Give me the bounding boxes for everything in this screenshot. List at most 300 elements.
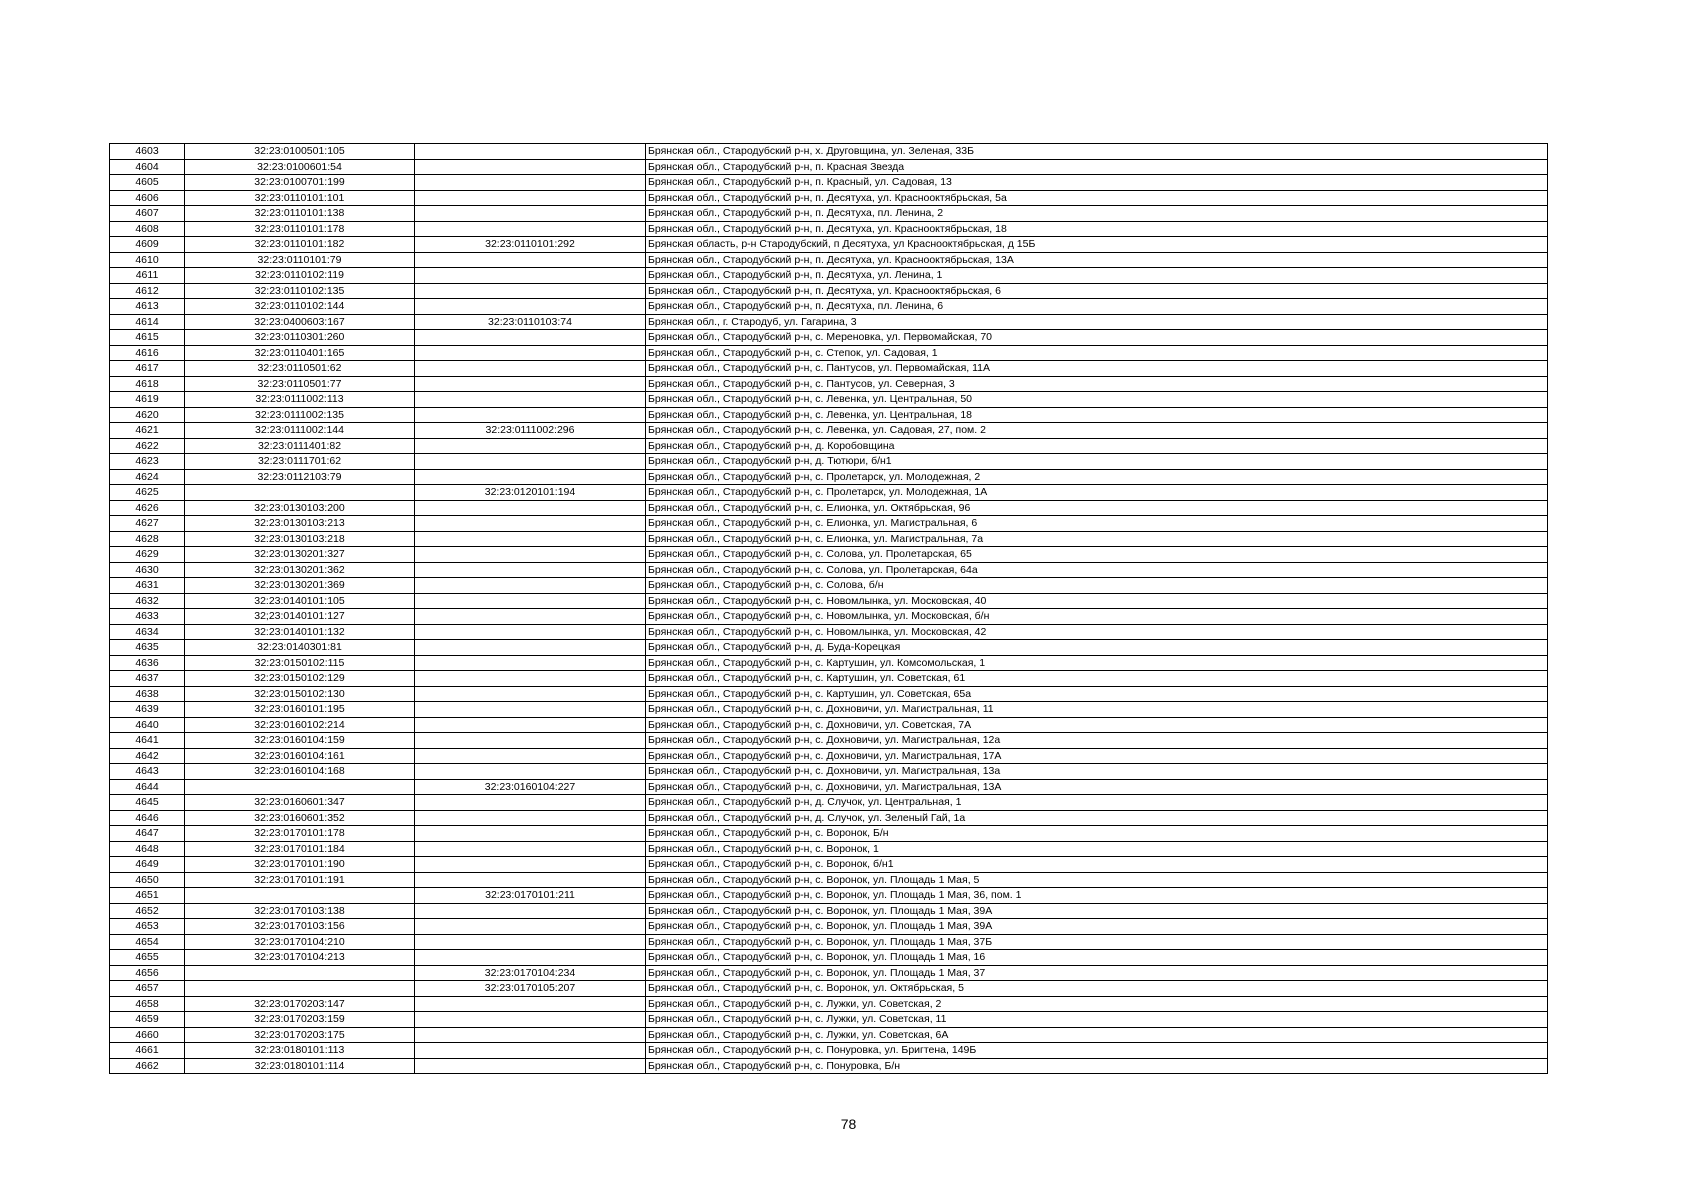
- row-number-cell: 4638: [110, 686, 185, 702]
- cadastral-number-cell: 32:23:0110501:77: [185, 376, 415, 392]
- row-number-cell: 4647: [110, 826, 185, 842]
- address-cell: Брянская обл., Стародубский р-н, д. Буда-Корецкая: [646, 640, 1548, 656]
- related-cadastral-number-cell: [415, 454, 646, 470]
- address-cell: Брянская обл., Стародубский р-н, с. Новомлынка, ул. Московская, б/н: [646, 609, 1548, 625]
- row-number-cell: 4628: [110, 531, 185, 547]
- table-row: [110, 919, 1548, 935]
- address-cell: Брянская обл., Стародубский р-н, с. Воронок, б/н1: [646, 857, 1548, 873]
- address-cell: Брянская обл., Стародубский р-н, с. Елионка, ул. Магистральная, 6: [646, 516, 1548, 532]
- address-cell: Брянская обл., Стародубский р-н, с. Елионка, ул. Магистральная, 7а: [646, 531, 1548, 547]
- address-cell: Брянская обл., Стародубский р-н, с. Воронок, ул. Площадь 1 Мая, 37: [646, 965, 1548, 981]
- related-cadastral-number-cell: [415, 609, 646, 625]
- related-cadastral-number-cell: [415, 671, 646, 687]
- cadastral-number-cell: 32:23:0110101:182: [185, 237, 415, 253]
- row-number-cell: 4637: [110, 671, 185, 687]
- table-row: [110, 392, 1548, 408]
- related-cadastral-number-cell: [415, 686, 646, 702]
- property-register-table: [109, 143, 1548, 1074]
- related-cadastral-number-cell: [415, 175, 646, 191]
- row-number-cell: 4625: [110, 485, 185, 501]
- table-row: [110, 903, 1548, 919]
- related-cadastral-number-cell: [415, 283, 646, 299]
- table-row: [110, 671, 1548, 687]
- cadastral-number-cell: 32:23:0150102:130: [185, 686, 415, 702]
- related-cadastral-number-cell: [415, 206, 646, 222]
- address-cell: Брянская обл., Стародубский р-н, с. Елионка, ул. Октябрьская, 96: [646, 500, 1548, 516]
- row-number-cell: 4617: [110, 361, 185, 377]
- table-row: [110, 500, 1548, 516]
- cadastral-number-cell: 32:23:0170101:190: [185, 857, 415, 873]
- row-number-cell: 4611: [110, 268, 185, 284]
- row-number-cell: 4661: [110, 1043, 185, 1059]
- address-cell: Брянская обл., Стародубский р-н, с. Лужки, ул. Советская, 6А: [646, 1027, 1548, 1043]
- row-number-cell: 4620: [110, 407, 185, 423]
- related-cadastral-number-cell: [415, 748, 646, 764]
- table-row: [110, 516, 1548, 532]
- address-cell: Брянская обл., Стародубский р-н, с. Воронок, ул. Площадь 1 Мая, 37Б: [646, 934, 1548, 950]
- table-row: [110, 810, 1548, 826]
- cadastral-number-cell: 32:23:0130103:200: [185, 500, 415, 516]
- table-row: [110, 1027, 1548, 1043]
- cadastral-number-cell: 32:23:0140301:81: [185, 640, 415, 656]
- table-row: [110, 438, 1548, 454]
- cadastral-number-cell: 32:23:0160102:214: [185, 717, 415, 733]
- row-number-cell: 4614: [110, 314, 185, 330]
- row-number-cell: 4605: [110, 175, 185, 191]
- cadastral-number-cell: 32:23:0111002:135: [185, 407, 415, 423]
- related-cadastral-number-cell: [415, 562, 646, 578]
- row-number-cell: 4623: [110, 454, 185, 470]
- table-row: [110, 407, 1548, 423]
- address-cell: Брянская обл., Стародубский р-н, с. Воронок, Б/н: [646, 826, 1548, 842]
- row-number-cell: 4621: [110, 423, 185, 439]
- address-cell: Брянская обл., Стародубский р-н, п. Десятуха, ул. Краснооктябрьская, 6: [646, 283, 1548, 299]
- cadastral-number-cell: 32:23:0160104:159: [185, 733, 415, 749]
- address-cell: Брянская обл., Стародубский р-н, д. Случок, ул. Центральная, 1: [646, 795, 1548, 811]
- row-number-cell: 4656: [110, 965, 185, 981]
- table-row: [110, 934, 1548, 950]
- address-cell: Брянская обл., Стародубский р-н, п. Красная Звезда: [646, 159, 1548, 175]
- cadastral-number-cell: 32:23:0170101:178: [185, 826, 415, 842]
- table-row: [110, 175, 1548, 191]
- cadastral-number-cell: 32:23:0110301:260: [185, 330, 415, 346]
- related-cadastral-number-cell: [415, 934, 646, 950]
- row-number-cell: 4639: [110, 702, 185, 718]
- address-cell: Брянская обл., Стародубский р-н, п. Десятуха, ул. Ленина, 1: [646, 268, 1548, 284]
- related-cadastral-number-cell: [415, 516, 646, 532]
- address-cell: Брянская обл., Стародубский р-н, с. Пантусов, ул. Северная, 3: [646, 376, 1548, 392]
- page-number: 78: [840, 1116, 857, 1132]
- address-cell: Брянская обл., Стародубский р-н, с. Новомлынка, ул. Московская, 40: [646, 593, 1548, 609]
- row-number-cell: 4635: [110, 640, 185, 656]
- cadastral-number-cell: 32:23:0111002:113: [185, 392, 415, 408]
- row-number-cell: 4662: [110, 1058, 185, 1074]
- cadastral-number-cell: 32:23:0110401:165: [185, 345, 415, 361]
- row-number-cell: 4636: [110, 655, 185, 671]
- row-number-cell: 4607: [110, 206, 185, 222]
- related-cadastral-number-cell: [415, 655, 646, 671]
- row-number-cell: 4645: [110, 795, 185, 811]
- address-cell: Брянская обл., Стародубский р-н, п. Десятуха, ул. Краснооктябрьская, 18: [646, 221, 1548, 237]
- related-cadastral-number-cell: [415, 392, 646, 408]
- table-row: [110, 1058, 1548, 1074]
- table-row: [110, 857, 1548, 873]
- row-number-cell: 4646: [110, 810, 185, 826]
- table-row: [110, 454, 1548, 470]
- related-cadastral-number-cell: [415, 826, 646, 842]
- related-cadastral-number-cell: [415, 252, 646, 268]
- cadastral-number-cell: 32:23:0180101:114: [185, 1058, 415, 1074]
- related-cadastral-number-cell: [415, 702, 646, 718]
- table-row: [110, 748, 1548, 764]
- cadastral-number-cell: 32:23:0130201:369: [185, 578, 415, 594]
- related-cadastral-number-cell: [415, 578, 646, 594]
- address-cell: Брянская обл., г. Стародуб, ул. Гагарина, 3: [646, 314, 1548, 330]
- table-row: [110, 795, 1548, 811]
- related-cadastral-number-cell: [415, 1012, 646, 1028]
- cadastral-number-cell: 32:23:0110101:138: [185, 206, 415, 222]
- related-cadastral-number-cell: [415, 1027, 646, 1043]
- cadastral-number-cell: 32:23:0110501:62: [185, 361, 415, 377]
- row-number-cell: 4655: [110, 950, 185, 966]
- cadastral-number-cell: 32:23:0110102:144: [185, 299, 415, 315]
- address-cell: Брянская обл., Стародубский р-н, с. Понуровка, ул. Бригтена, 149Б: [646, 1043, 1548, 1059]
- related-cadastral-number-cell: [415, 841, 646, 857]
- address-cell: Брянская обл., Стародубский р-н, с. Воронок, ул. Площадь 1 Мая, 16: [646, 950, 1548, 966]
- cadastral-number-cell: 32:23:0160601:352: [185, 810, 415, 826]
- address-cell: Брянская обл., Стародубский р-н, с. Воронок, ул. Площадь 1 Мая, 39А: [646, 903, 1548, 919]
- address-cell: Брянская обл., Стародубский р-н, с. Лужки, ул. Советская, 2: [646, 996, 1548, 1012]
- table-row: [110, 702, 1548, 718]
- cadastral-number-cell: 32:23:0112103:79: [185, 469, 415, 485]
- table-row: [110, 485, 1548, 501]
- cadastral-number-cell: 32:23:0110101:79: [185, 252, 415, 268]
- table-row: [110, 981, 1548, 997]
- address-cell: Брянская обл., Стародубский р-н, с. Дохновичи, ул. Магистральная, 17А: [646, 748, 1548, 764]
- address-cell: Брянская обл., Стародубский р-н, д. Коробовщина: [646, 438, 1548, 454]
- row-number-cell: 4642: [110, 748, 185, 764]
- table-row: [110, 144, 1548, 160]
- table-row: [110, 283, 1548, 299]
- address-cell: Брянская обл., Стародубский р-н, с. Мереновка, ул. Первомайская, 70: [646, 330, 1548, 346]
- table-row: [110, 593, 1548, 609]
- row-number-cell: 4649: [110, 857, 185, 873]
- related-cadastral-number-cell: [415, 469, 646, 485]
- row-number-cell: 4650: [110, 872, 185, 888]
- address-cell: Брянская обл., Стародубский р-н, с. Воронок, ул. Площадь 1 Мая, 5: [646, 872, 1548, 888]
- address-cell: Брянская обл., Стародубский р-н, с. Солова, ул. Пролетарская, 65: [646, 547, 1548, 563]
- related-cadastral-number-cell: [415, 345, 646, 361]
- address-cell: Брянская обл., Стародубский р-н, с. Левенка, ул. Центральная, 50: [646, 392, 1548, 408]
- table-row: [110, 562, 1548, 578]
- related-cadastral-number-cell: [415, 190, 646, 206]
- related-cadastral-number-cell: [415, 221, 646, 237]
- address-cell: Брянская обл., Стародубский р-н, с. Понуровка, Б/н: [646, 1058, 1548, 1074]
- table-row: [110, 190, 1548, 206]
- address-cell: Брянская обл., Стародубский р-н, д. Случок, ул. Зеленый Гай, 1а: [646, 810, 1548, 826]
- address-cell: Брянская обл., Стародубский р-н, с. Новомлынка, ул. Московская, 42: [646, 624, 1548, 640]
- cadastral-number-cell: 32:23:0140101:132: [185, 624, 415, 640]
- related-cadastral-number-cell: [415, 764, 646, 780]
- cadastral-number-cell: 32:23:0110102:119: [185, 268, 415, 284]
- table-row: [110, 965, 1548, 981]
- address-cell: Брянская обл., Стародубский р-н, с. Пролетарск, ул. Молодежная, 1А: [646, 485, 1548, 501]
- address-cell: Брянская обл., Стародубский р-н, с. Солова, б/н: [646, 578, 1548, 594]
- address-cell: Брянская обл., Стародубский р-н, с. Лужки, ул. Советская, 11: [646, 1012, 1548, 1028]
- related-cadastral-number-cell: [415, 593, 646, 609]
- cadastral-number-cell: 32:23:0100601:54: [185, 159, 415, 175]
- cadastral-number-cell: 32:23:0130103:218: [185, 531, 415, 547]
- cadastral-number-cell: 32:23:0111002:144: [185, 423, 415, 439]
- table-row: [110, 314, 1548, 330]
- table-row: [110, 252, 1548, 268]
- related-cadastral-number-cell: 32:23:0111002:296: [415, 423, 646, 439]
- table-row: [110, 655, 1548, 671]
- address-cell: Брянская область, р-н Стародубский, п Десятуха, ул Краснооктябрьская, д 15Б: [646, 237, 1548, 253]
- address-cell: Брянская обл., Стародубский р-н, п. Десятуха, ул. Краснооктябрьская, 5а: [646, 190, 1548, 206]
- address-cell: Брянская обл., Стародубский р-н, д. Тютюри, б/н1: [646, 454, 1548, 470]
- cadastral-number-cell: 32:23:0130201:362: [185, 562, 415, 578]
- cadastral-number-cell: 32:23:0150102:115: [185, 655, 415, 671]
- table-row: [110, 531, 1548, 547]
- address-cell: Брянская обл., Стародубский р-н, с. Пантусов, ул. Первомайская, 11А: [646, 361, 1548, 377]
- cadastral-number-cell: 32:23:0110102:135: [185, 283, 415, 299]
- related-cadastral-number-cell: [415, 624, 646, 640]
- cadastral-number-cell: [185, 779, 415, 795]
- cadastral-number-cell: 32:23:0400603:167: [185, 314, 415, 330]
- row-number-cell: 4641: [110, 733, 185, 749]
- row-number-cell: 4644: [110, 779, 185, 795]
- related-cadastral-number-cell: [415, 1043, 646, 1059]
- row-number-cell: 4610: [110, 252, 185, 268]
- cadastral-number-cell: 32:23:0170203:159: [185, 1012, 415, 1028]
- table-row: [110, 330, 1548, 346]
- cadastral-number-cell: 32:23:0140101:105: [185, 593, 415, 609]
- cadastral-number-cell: 32:23:0170101:191: [185, 872, 415, 888]
- row-number-cell: 4659: [110, 1012, 185, 1028]
- cadastral-number-cell: 32:23:0110101:178: [185, 221, 415, 237]
- address-cell: Брянская обл., Стародубский р-н, с. Дохновичи, ул. Магистральная, 12а: [646, 733, 1548, 749]
- related-cadastral-number-cell: [415, 996, 646, 1012]
- address-cell: Брянская обл., Стародубский р-н, с. Воронок, ул. Октябрьская, 5: [646, 981, 1548, 997]
- address-cell: Брянская обл., Стародубский р-н, п. Десятуха, ул. Краснооктябрьская, 13А: [646, 252, 1548, 268]
- cadastral-number-cell: 32:23:0150102:129: [185, 671, 415, 687]
- row-number-cell: 4612: [110, 283, 185, 299]
- row-number-cell: 4658: [110, 996, 185, 1012]
- address-cell: Брянская обл., Стародубский р-н, х. Друговщина, ул. Зеленая, 33Б: [646, 144, 1548, 160]
- row-number-cell: 4603: [110, 144, 185, 160]
- cadastral-number-cell: [185, 965, 415, 981]
- related-cadastral-number-cell: [415, 872, 646, 888]
- row-number-cell: 4648: [110, 841, 185, 857]
- address-cell: Брянская обл., Стародубский р-н, с. Солова, ул. Пролетарская, 64а: [646, 562, 1548, 578]
- table-row: [110, 888, 1548, 904]
- row-number-cell: 4622: [110, 438, 185, 454]
- table-row: [110, 826, 1548, 842]
- row-number-cell: 4606: [110, 190, 185, 206]
- row-number-cell: 4626: [110, 500, 185, 516]
- table-row: [110, 717, 1548, 733]
- address-cell: Брянская обл., Стародубский р-н, с. Дохновичи, ул. Магистральная, 13А: [646, 779, 1548, 795]
- table-row: [110, 268, 1548, 284]
- row-number-cell: 4653: [110, 919, 185, 935]
- related-cadastral-number-cell: [415, 1058, 646, 1074]
- related-cadastral-number-cell: [415, 531, 646, 547]
- cadastral-number-cell: 32:23:0110101:101: [185, 190, 415, 206]
- table-row: [110, 764, 1548, 780]
- related-cadastral-number-cell: [415, 857, 646, 873]
- row-number-cell: 4633: [110, 609, 185, 625]
- address-cell: Брянская обл., Стародубский р-н, с. Дохновичи, ул. Магистральная, 11: [646, 702, 1548, 718]
- cadastral-number-cell: [185, 485, 415, 501]
- row-number-cell: 4619: [110, 392, 185, 408]
- table-row: [110, 361, 1548, 377]
- related-cadastral-number-cell: [415, 159, 646, 175]
- related-cadastral-number-cell: 32:23:0110103:74: [415, 314, 646, 330]
- table-row: [110, 376, 1548, 392]
- address-cell: Брянская обл., Стародубский р-н, с. Дохновичи, ул. Советская, 7А: [646, 717, 1548, 733]
- cadastral-number-cell: 32:23:0160104:168: [185, 764, 415, 780]
- table-row: [110, 206, 1548, 222]
- related-cadastral-number-cell: 32:23:0170105:207: [415, 981, 646, 997]
- row-number-cell: 4615: [110, 330, 185, 346]
- row-number-cell: 4631: [110, 578, 185, 594]
- cadastral-number-cell: 32:23:0100701:199: [185, 175, 415, 191]
- address-cell: Брянская обл., Стародубский р-н, с. Картушин, ул. Комсомольская, 1: [646, 655, 1548, 671]
- table-row: [110, 686, 1548, 702]
- row-number-cell: 4643: [110, 764, 185, 780]
- table-row: [110, 609, 1548, 625]
- address-cell: Брянская обл., Стародубский р-н, п. Красный, ул. Садовая, 13: [646, 175, 1548, 191]
- related-cadastral-number-cell: [415, 376, 646, 392]
- cadastral-number-cell: 32:23:0130103:213: [185, 516, 415, 532]
- related-cadastral-number-cell: [415, 547, 646, 563]
- table-row: [110, 624, 1548, 640]
- row-number-cell: 4609: [110, 237, 185, 253]
- related-cadastral-number-cell: [415, 903, 646, 919]
- table-body: [110, 144, 1548, 1074]
- row-number-cell: 4640: [110, 717, 185, 733]
- row-number-cell: 4660: [110, 1027, 185, 1043]
- table-row: [110, 299, 1548, 315]
- address-cell: Брянская обл., Стародубский р-н, с. Воронок, ул. Площадь 1 Мая, 39А: [646, 919, 1548, 935]
- table-row: [110, 872, 1548, 888]
- related-cadastral-number-cell: 32:23:0110101:292: [415, 237, 646, 253]
- cadastral-number-cell: 32:23:0111401:82: [185, 438, 415, 454]
- row-number-cell: 4624: [110, 469, 185, 485]
- table-row: [110, 640, 1548, 656]
- row-number-cell: 4616: [110, 345, 185, 361]
- table-row: [110, 547, 1548, 563]
- cadastral-number-cell: 32:23:0170203:147: [185, 996, 415, 1012]
- address-cell: Брянская обл., Стародубский р-н, п. Десятуха, пл. Ленина, 2: [646, 206, 1548, 222]
- address-cell: Брянская обл., Стародубский р-н, с. Воронок, 1: [646, 841, 1548, 857]
- address-cell: Брянская обл., Стародубский р-н, с. Пролетарск, ул. Молодежная, 2: [646, 469, 1548, 485]
- address-cell: Брянская обл., Стародубский р-н, с. Левенка, ул. Садовая, 27, пом. 2: [646, 423, 1548, 439]
- related-cadastral-number-cell: [415, 733, 646, 749]
- cadastral-number-cell: 32:23:0170104:210: [185, 934, 415, 950]
- cadastral-number-cell: 32:23:0170101:184: [185, 841, 415, 857]
- address-cell: Брянская обл., Стародубский р-н, п. Десятуха, пл. Ленина, 6: [646, 299, 1548, 315]
- address-cell: Брянская обл., Стародубский р-н, с. Воронок, ул. Площадь 1 Мая, 36, пом. 1: [646, 888, 1548, 904]
- related-cadastral-number-cell: [415, 361, 646, 377]
- row-number-cell: 4632: [110, 593, 185, 609]
- related-cadastral-number-cell: [415, 810, 646, 826]
- related-cadastral-number-cell: 32:23:0160104:227: [415, 779, 646, 795]
- cadastral-number-cell: 32:23:0160601:347: [185, 795, 415, 811]
- table-row: [110, 423, 1548, 439]
- cadastral-number-cell: [185, 888, 415, 904]
- related-cadastral-number-cell: [415, 407, 646, 423]
- related-cadastral-number-cell: [415, 919, 646, 935]
- table-row: [110, 159, 1548, 175]
- related-cadastral-number-cell: [415, 795, 646, 811]
- cadastral-number-cell: 32:23:0180101:113: [185, 1043, 415, 1059]
- table-row: [110, 578, 1548, 594]
- address-cell: Брянская обл., Стародубский р-н, с. Степок, ул. Садовая, 1: [646, 345, 1548, 361]
- table-row: [110, 221, 1548, 237]
- cadastral-number-cell: 32:23:0111701:62: [185, 454, 415, 470]
- related-cadastral-number-cell: [415, 640, 646, 656]
- table-row: [110, 237, 1548, 253]
- row-number-cell: 4657: [110, 981, 185, 997]
- related-cadastral-number-cell: 32:23:0170101:211: [415, 888, 646, 904]
- table-row: [110, 469, 1548, 485]
- row-number-cell: 4651: [110, 888, 185, 904]
- row-number-cell: 4634: [110, 624, 185, 640]
- cadastral-number-cell: 32:23:0170103:138: [185, 903, 415, 919]
- related-cadastral-number-cell: [415, 950, 646, 966]
- cadastral-number-cell: 32;23:0140101:127: [185, 609, 415, 625]
- row-number-cell: 4630: [110, 562, 185, 578]
- address-cell: Брянская обл., Стародубский р-н, с. Дохновичи, ул. Магистральная, 13а: [646, 764, 1548, 780]
- cadastral-number-cell: 32:23:0160101:195: [185, 702, 415, 718]
- related-cadastral-number-cell: [415, 299, 646, 315]
- related-cadastral-number-cell: 32:23:0120101:194: [415, 485, 646, 501]
- row-number-cell: 4627: [110, 516, 185, 532]
- cadastral-number-cell: 32:23:0170104:213: [185, 950, 415, 966]
- table-row: [110, 779, 1548, 795]
- cadastral-number-cell: 32:23:0100501:105: [185, 144, 415, 160]
- related-cadastral-number-cell: [415, 438, 646, 454]
- row-number-cell: 4629: [110, 547, 185, 563]
- related-cadastral-number-cell: [415, 330, 646, 346]
- related-cadastral-number-cell: [415, 500, 646, 516]
- related-cadastral-number-cell: [415, 717, 646, 733]
- related-cadastral-number-cell: [415, 144, 646, 160]
- address-cell: Брянская обл., Стародубский р-н, с. Картушин, ул. Советская, 61: [646, 671, 1548, 687]
- row-number-cell: 4652: [110, 903, 185, 919]
- related-cadastral-number-cell: 32:23:0170104:234: [415, 965, 646, 981]
- table-row: [110, 996, 1548, 1012]
- row-number-cell: 4604: [110, 159, 185, 175]
- table-row: [110, 950, 1548, 966]
- table-row: [110, 841, 1548, 857]
- table-row: [110, 733, 1548, 749]
- address-cell: Брянская обл., Стародубский р-н, с. Картушин, ул. Советская, 65а: [646, 686, 1548, 702]
- cadastral-number-cell: 32:23:0170203:175: [185, 1027, 415, 1043]
- row-number-cell: 4618: [110, 376, 185, 392]
- related-cadastral-number-cell: [415, 268, 646, 284]
- address-cell: Брянская обл., Стародубский р-н, с. Левенка, ул. Центральная, 18: [646, 407, 1548, 423]
- row-number-cell: 4654: [110, 934, 185, 950]
- cadastral-number-cell: 32:23:0130201:327: [185, 547, 415, 563]
- cadastral-number-cell: 32:23:0160104:161: [185, 748, 415, 764]
- table-row: [110, 1012, 1548, 1028]
- cadastral-number-cell: 32:23:0170103:156: [185, 919, 415, 935]
- row-number-cell: 4608: [110, 221, 185, 237]
- table-row: [110, 345, 1548, 361]
